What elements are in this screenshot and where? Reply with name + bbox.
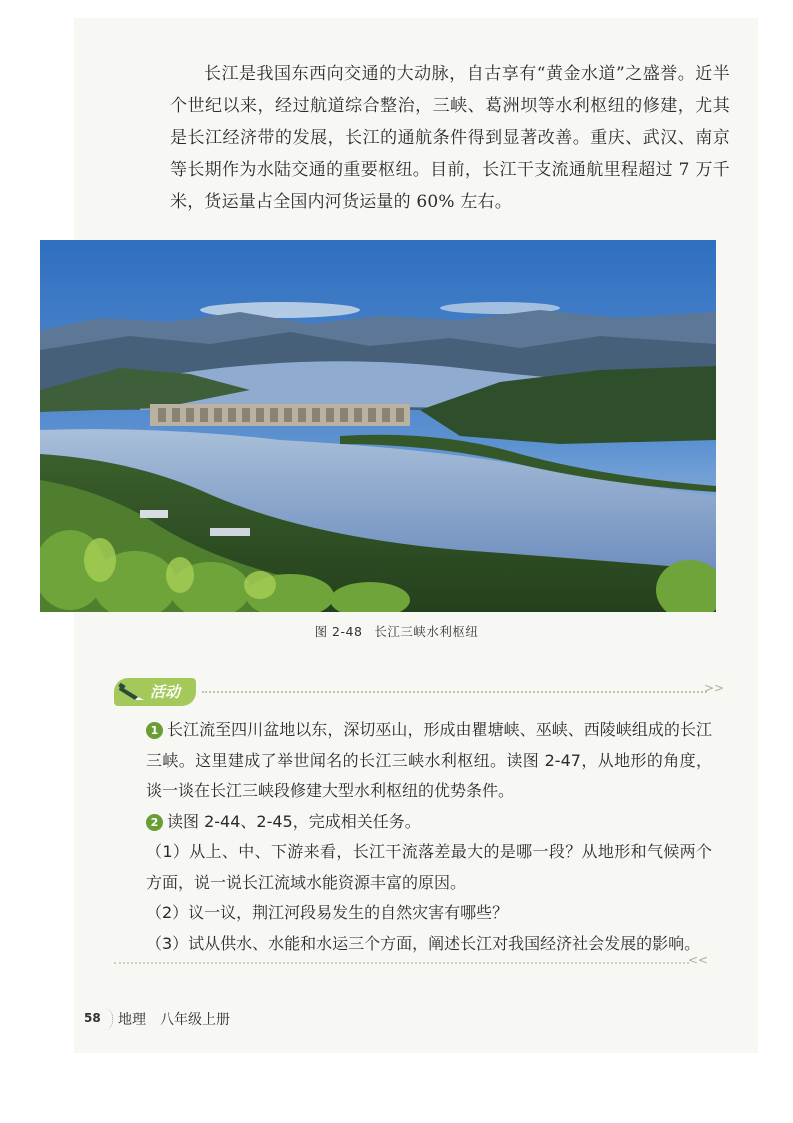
activity-subitem-2: （2）议一议，荆江河段易发生的自然灾害有哪些？ (146, 903, 509, 922)
grade-label: 八年级上册 (160, 1012, 230, 1028)
intro-text-block (170, 58, 730, 218)
item-2-marker: 2 (146, 814, 163, 831)
activity-divider (202, 691, 707, 693)
divider-end-arrows: >> (704, 681, 725, 695)
three-gorges-dam-photo (40, 240, 716, 612)
figure-caption (0, 622, 793, 640)
subject-label: 地理 (118, 1012, 146, 1028)
dam-landscape-illustration (40, 240, 716, 612)
activity-item-2 (114, 807, 712, 838)
intro-paragraph: 长江是我国东西向交通的大动脉，自古享有“黄金水道”之盛誉。近半个世纪以来，经过航道综合整治，三峡、葛洲坝等水利枢纽的修建，尤其是长江经济带的发展，长江的通航条件得到显著改善。重庆、武汉、南京等长期作为水陆交通的重要枢纽。目前，长江干支流通航里程超过 7 万千米，货运量占全国内河货运量的 60% 左右。 (170, 64, 730, 212)
activity-badge (114, 678, 196, 706)
activity-bottom-divider (114, 962, 689, 964)
item-2-text: 读图 2-44、2-45，完成相关任务。 (167, 811, 421, 831)
book-title (118, 1009, 230, 1029)
bottom-divider-end-arrows: << (688, 953, 709, 967)
activity-subitem-3: （3）试从供水、水能和水运三个方面，阐述长江对我国经济社会发展的影响。 (146, 933, 701, 953)
activity-body (114, 715, 712, 959)
activity-label: 活动 (150, 683, 181, 701)
page-number: 58 (84, 1011, 101, 1025)
activity-subitem-1: （1）从上、中、下游来看，长江干流落差最大的是哪一段？从地形和气候两个方面，说一说长江流域水能资源丰富的原因。 (146, 842, 712, 892)
activity-item-1 (114, 715, 712, 807)
item-1-marker: 1 (146, 722, 163, 739)
activity-header (114, 678, 725, 708)
item-1-text: 长江流至四川盆地以东，深切巫山，形成由瞿塘峡、巫峡、西陵峡组成的长江三峡。这里建成了举世闻名的长江三峡水利枢纽。读图 2-47，从地形的角度，谈一谈在长江三峡段修建大型水利枢纽的优势条件。 (146, 720, 712, 800)
figure-title: 长江三峡水利枢纽 (374, 624, 479, 639)
pen-icon (118, 682, 148, 702)
figure-number: 图 2-48 (314, 624, 363, 639)
